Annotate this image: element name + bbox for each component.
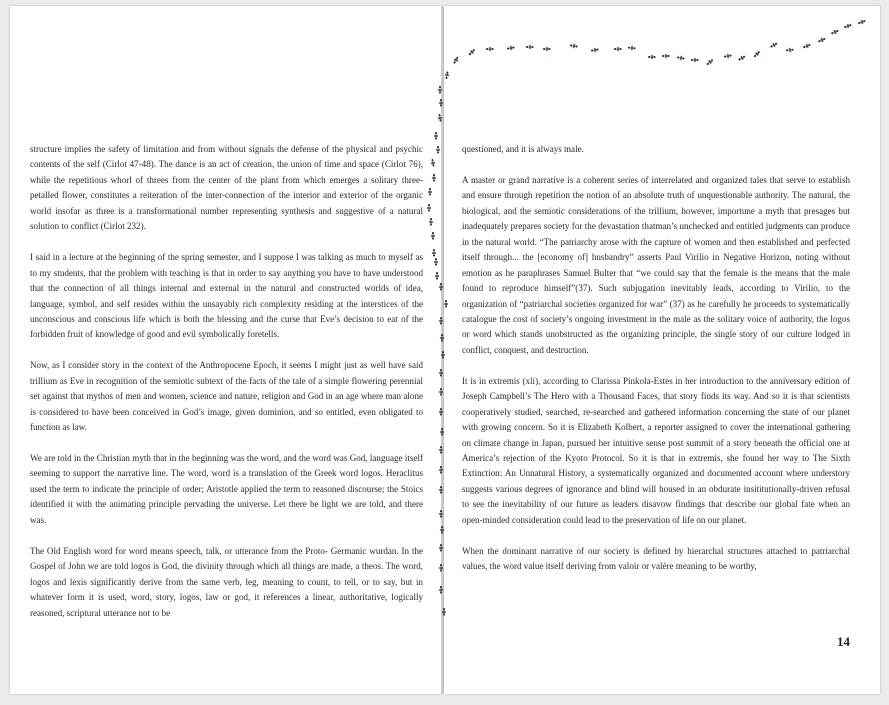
paragraph: questioned, and it is always male.: [462, 144, 584, 154]
paragraph: When the dominant narrative of our society is defined by hierarchal structures attached to patriarchal values, the word value itself deriving from valoir or valère meaning to be worthy,: [462, 545, 850, 572]
paragraph: structure implies the safety of limitation and from without signals the defense of the physical and psychic contents of the self (Cirlot 47-48). The dance is an act of creation, the union of time and space (Cirlot 76), while the repetitious whorl of threes from the center of the plant from which emerges a solitary three-petalled flower, constitutes a reiteration of the inter-connection of the interior and exterior of the organic world insofar as three is a transformational number representing synthesis and suggestive of a natural solution to conflict (Cirlot 232).: [30, 144, 423, 232]
right-text-column: [462, 142, 850, 590]
paragraph: We are told in the Christian myth that in the beginning was the word, and the word was God, language itself seeming to support the narrative line. The word, word is a translation of the Greek word logos. Heraclitus used the term to indicate the principle of order; Aristotle applied the term to reasoned discourse; the Stoics identified it with the animating principle pervading the universe. Let there be light we are told, and there was.: [30, 453, 423, 525]
left-page: [10, 6, 441, 694]
paragraph: A master or grand narrative is a coherent series of interrelated and organized tales that serve to establish and ensure through repetition the notion of an absolute truth of unquestionable authority. The natural, the biological, and the semiotic considerations of the trillium, however, importune a myth that presages but inadequately prepares society for the devastation thatman’s unchecked and entitled judgments can produce in the natural world. “The patriarchy arose with the capture of women and then established and perfected itself through... the [economy of] husbandry” asserts Paul Virilio in Negative Horizon, noting without emotion as he paraphrases Samuel Bulter that “we could say that the female is the means that the male found to reproduce himself”(37). Such subjugation inevitably leads, according to Virilio, to the organization of “patriarchal societies organized for war” (37) as he carefully he proceeds to systematically catalogue the cost of society’s ongoing investment in the male as the solitary voice of authority, the logos or word which stands unobstructed as the organizing principle, the single story of our culture lodged in conflict, conquest, and destruction.: [462, 174, 850, 355]
left-text-column: [30, 142, 423, 636]
right-page: [444, 6, 880, 694]
paragraph: It is in extremis (xli), according to Clarissa Pinkola-Estes in her introduction to the anniversary edition of Joseph Campbell’s The Hero with a Thousand Faces, that story finds its way. And so it is that scientists cooperatively studied, searched, re-searched and gathered information concerning the state of our planet with growing concern. So it is Elizabeth Kolbert, a reporter assigned to cover the international gathering on climate change in Japan, pursued her intuitive sense post summit of a story beneath the official one at America’s rejection of the Kyoto Protocol. So it is that in extremis, she found her way to The Sixth Extinction: An Unnatural History, a systematically organized and documented account where understory suggests various degrees of ignorance and blind will housed in an obdurate insititutionally-driven refusal to see the inevitability of our future as leaders disavow findings that describe our global fate when an open-minded consideration could lead to the preservation of life on our planet.: [462, 375, 850, 525]
paragraph: The Old English word for word means speech, talk, or utterance from the Proto- Germanic wurdan. In the Gospel of John we are told logos is God, the divinity through which all things are made, a theos. The word, logos and lexis significantly derive from the same verb, leg, meaning to count, to tell, or to say, but in whatever form it is used, word, story, logos, law or god, it references a linear, authoritative, logically reasoned, scriptural utterance not to be: [30, 545, 423, 618]
paragraph: Now, as I consider story in the context of the Anthropocene Epoch, it seems I might just as well have said trillium as Eve in recognition of the semiotic subtext of the facts of the tale of a simple flowering perennial set against that mythos of men and women, science and nature, religion and God in an age where man alone is considered to have been conceived in God’s image, given dominion, and so entitled, even obligated to function as law.: [30, 360, 423, 433]
page-number: 14: [837, 634, 850, 649]
paragraph: I said in a lecture at the beginning of the spring semester, and I suppose I was talking as much to myself as to my students, that the problem with teaching is that in order to say anything you have to have understood that the connection of all things internal and external in the natural and constructed worlds of idea, language, symbol, and self resides within the unsayably rich complexity residing at the interstices of the unconscious and conscious life which is both the blessing and the curse that Eve’s decision to eat of the forbidden fruit of knowledge of good and evil symbolically foretells.: [30, 252, 423, 340]
